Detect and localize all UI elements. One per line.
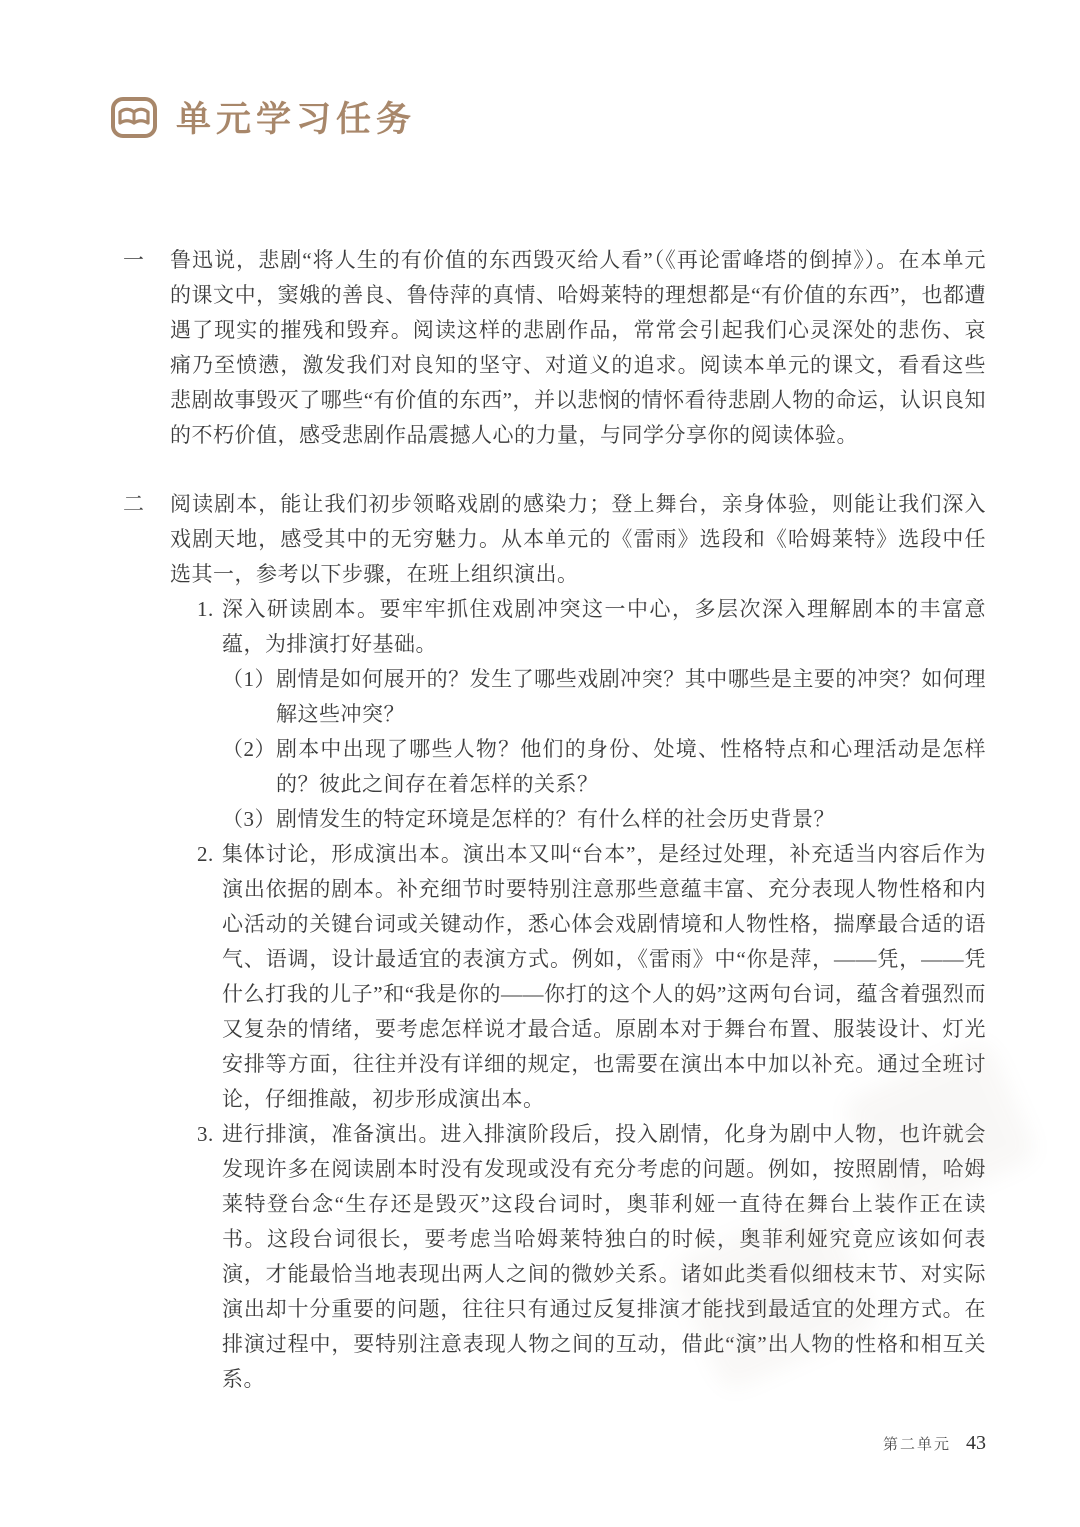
step-1-text: 深入研读剧本。要牢牢抓住戏剧冲突这一中心，多层次深入理解剧本的丰富意蕴，为排演打好基础。 [222, 597, 986, 656]
step-3-number: 3. [197, 1122, 214, 1146]
open-book-icon [110, 93, 158, 141]
footer-unit-label: 第二单元 [882, 1437, 951, 1453]
task-two-body [170, 487, 986, 1397]
step-2-number: 2. [197, 842, 214, 866]
step-1-sub-3 [222, 802, 986, 837]
step-1-sub-1-marker: （1） [222, 667, 276, 691]
step-1-sub-2-text: 剧本中出现了哪些人物？他们的身份、处境、性格特点和心理活动是怎样的？彼此之间存在着怎样的关系？ [276, 737, 986, 796]
step-1-body [222, 592, 986, 837]
step-1-sub-1 [222, 662, 986, 732]
page-title: 单元学习任务 [176, 100, 417, 139]
step-1-sub-2 [222, 732, 986, 802]
step-1-sub-3-marker: （3） [222, 807, 276, 831]
step-1 [197, 592, 986, 837]
step-1-sub-3-text: 剧情发生的特定环境是怎样的？有什么样的社会历史背景？ [276, 807, 835, 831]
step-2 [197, 837, 986, 1117]
step-3-body [222, 1117, 986, 1397]
task-one-marker: 一 [123, 248, 145, 272]
step-1-sub-1-text: 剧情是如何展开的？发生了哪些戏剧冲突？其中哪些是主要的冲突？如何理解这些冲突？ [276, 667, 986, 726]
footer-page-number: 43 [966, 1432, 986, 1454]
page-content [123, 243, 986, 1397]
task-one-body [170, 243, 986, 453]
task-section-two [123, 487, 986, 1397]
page-header [110, 92, 416, 142]
step-3 [197, 1117, 986, 1397]
step-1-sub-2-marker: （2） [222, 737, 276, 761]
task-two-intro: 阅读剧本，能让我们初步领略戏剧的感染力；登上舞台，亲身体验，则能让我们深入戏剧天地，感受其中的无穷魅力。从本单元的《雷雨》选段和《哈姆莱特》选段中任选其一，参考以下步骤，在班上组织演出。 [170, 492, 986, 586]
step-2-body [222, 837, 986, 1117]
page-footer [883, 1432, 986, 1455]
task-two-marker: 二 [123, 492, 145, 516]
step-3-text: 进行排演，准备演出。进入排演阶段后，投入剧情，化身为剧中人物，也许就会发现许多在阅读剧本时没有发现或没有充分考虑的问题。例如，按照剧情，哈姆莱特登台念“生存还是毁灭”这段台词时，奥菲利娅一直待在舞台上装作正在读书。这段台词很长，要考虑当哈姆莱特独白的时候，奥菲利娅究竟应该如何表演，才能最恰当地表现出两人之间的微妙关系。诸如此类看似细枝末节、对实际演出却十分重要的问题，往往只有通过反复排演才能找到最适宜的处理方式。在排演过程中，要特别注意表现人物之间的互动，借此“演”出人物的性格和相互关系。 [222, 1122, 986, 1391]
task-section-one [123, 243, 986, 453]
task-one-paragraph: 鲁迅说，悲剧“将人生的有价值的东西毁灭给人看”（《再论雷峰塔的倒掉》）。在本单元的课文中，窦娥的善良、鲁侍萍的真情、哈姆莱特的理想都是“有价值的东西”，也都遭遇了现实的摧残和毁弃。阅读这样的悲剧作品，常常会引起我们心灵深处的悲伤、哀痛乃至愤懑，激发我们对良知的坚守、对道义的追求。阅读本单元的课文，看看这些悲剧故事毁灭了哪些“有价值的东西”，并以悲悯的情怀看待悲剧人物的命运，认识良知的不朽价值，感受悲剧作品震撼人心的力量，与同学分享你的阅读体验。 [170, 248, 986, 447]
step-1-number: 1. [197, 597, 214, 621]
step-2-text: 集体讨论，形成演出本。演出本又叫“台本”，是经过处理，补充适当内容后作为演出依据的剧本。补充细节时要特别注意那些意蕴丰富、充分表现人物性格和内心活动的关键台词或关键动作，悉心体会戏剧情境和人物性格，揣摩最合适的语气、语调，设计最适宜的表演方式。例如，《雷雨》中“你是萍，——凭，——凭什么打我的儿子”和“我是你的——你打的这个人的妈”这两句台词，蕴含着强烈而又复杂的情绪，要考虑怎样说才最合适。原剧本对于舞台布置、服装设计、灯光安排等方面，往往并没有详细的规定，也需要在演出本中加以补充。通过全班讨论，仔细推敲，初步形成演出本。 [222, 842, 986, 1111]
